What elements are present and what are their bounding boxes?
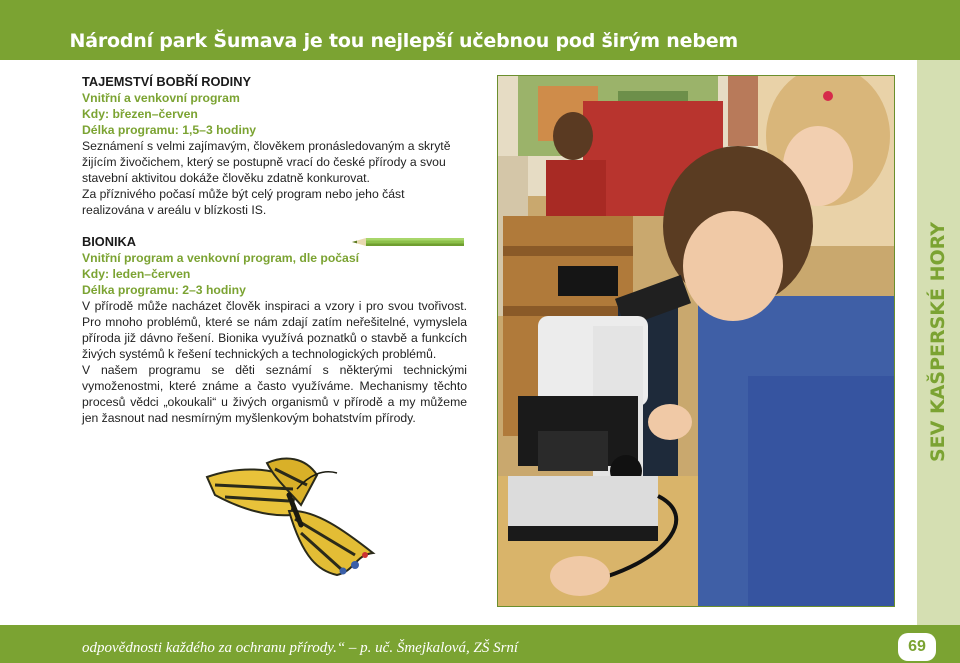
page-title: Národní park Šumava je tou nejlepší učebnou pod širým nebem (69, 30, 738, 52)
page-number: 69 (898, 633, 936, 661)
program-type: Vnitřní a venkovní program (82, 91, 240, 105)
section-paragraph: Seznámení s velmi zajímavým, člověkem pronásledovaným a skrytě žijícím živočichem, který se postupně vrací do české přírody a svou stavební aktivitou dokáže člověku zdatně konkurovat. (82, 139, 451, 185)
section-paragraph: Za příznivého počasí může být celý program nebo jeho část realizována v areálu v blízkosti IS. (82, 187, 405, 217)
program-when: Kdy: leden–červen (82, 267, 191, 281)
section-title: BIONIKA (82, 234, 137, 249)
section-title: TAJEMSTVÍ BOBŘÍ RODINY (82, 74, 251, 89)
butterfly-icon (205, 455, 383, 585)
program-when: Kdy: březen–červen (82, 107, 198, 121)
photo-illustration (498, 76, 895, 607)
program-length: Délka programu: 2–3 hodiny (82, 283, 246, 297)
section-beaver (82, 74, 467, 218)
side-label: SEV KAŠPERSKÉ HORY (927, 221, 949, 463)
section-paragraph: V našem programu se děti seznámí s některými technickými vymoženostmi, které známe a často využíváme. Mechanismy těchto procesů vědci „okoukali“ u živých organismů v přírodě a my můžeme jen žasnout nad nesmírným myšlenkovým bohatstvím přírody. (82, 363, 467, 425)
microscope-photo (497, 75, 895, 607)
section-bionika (82, 234, 467, 426)
section-paragraph: V přírodě může nacházet člověk inspiraci a vzory i pro svou tvořivost. Pro mnoho problémů, které se nám zdají zatím neřešitelné, vymyslela příroda již dávno řešení. Bionika využívá poznatků o stavbě a funkcích živých systémů k řešení technických a technologických problémů. (82, 299, 467, 361)
program-length: Délka programu: 1,5–3 hodiny (82, 123, 257, 137)
footer-quote: odpovědnosti každého za ochranu přírody.“ – p. uč. Šmejkalová, ZŠ Srní (82, 640, 519, 656)
program-type: Vnitřní program a venkovní program, dle počasí (82, 251, 359, 265)
